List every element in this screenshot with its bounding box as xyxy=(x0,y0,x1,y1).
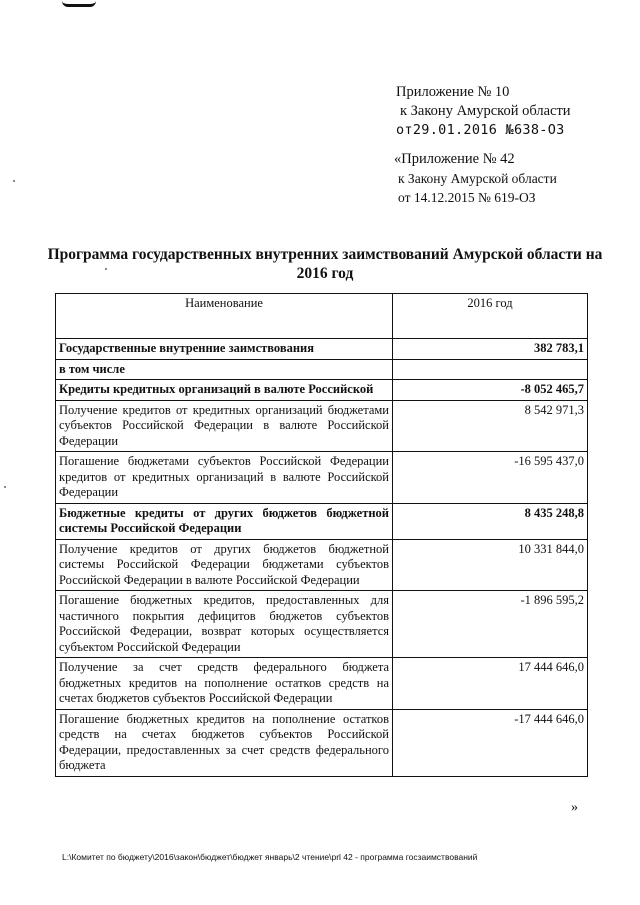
row-value: 8 542 971,3 xyxy=(393,400,588,452)
document-title: Программа государственных внутренних заимствований Амурской области на 2016 год xyxy=(47,246,603,282)
table-row xyxy=(56,339,588,360)
row-value: -16 595 437,0 xyxy=(393,452,588,504)
row-name: Получение за счет средств федерального бюджета бюджетных кредитов на пополнение остатков средств на счетах бюджетов субъектов Российской Федерации xyxy=(56,658,393,710)
row-name: Государственные внутренние заимствования xyxy=(56,339,393,360)
row-name: Получение кредитов от других бюджетов бюджетной системы Российской Федерации бюджетами субъектов Российской Федерации в валюте Российской Федерации xyxy=(56,539,393,591)
table-header-row xyxy=(56,294,588,339)
row-name: Погашение бюджетами субъектов Российской Федерации кредитов от кредитных организаций в валюте Российской Федерации xyxy=(56,452,393,504)
header-name: Наименование xyxy=(56,294,393,339)
quoted-appendix-law-ref: к Закону Амурской области xyxy=(398,171,557,186)
row-value: -1 896 595,2 xyxy=(393,591,588,658)
quoted-appendix-date-number: от 14.12.2015 № 619-ОЗ xyxy=(398,190,536,205)
row-name: в том числе xyxy=(56,359,393,380)
row-value: 17 444 646,0 xyxy=(393,658,588,710)
appendix-header xyxy=(396,83,571,140)
appendix-number: Приложение № 10 xyxy=(396,84,510,100)
table-row xyxy=(56,380,588,401)
row-name: Погашение бюджетных кредитов на пополнение остатков средств на счетах бюджетов субъектов Российской Федерации, предоставленных за счет средств федерального бюджета xyxy=(56,709,393,776)
row-name: Погашение бюджетных кредитов, предоставленных для частичного покрытия дефицитов бюджетов субъектов Российской Федерации, возврат которых осуществляется субъектом Российской Федерации xyxy=(56,591,393,658)
row-value: 8 435 248,8 xyxy=(393,503,588,539)
file-path-footer: L:\Комитет по бюджету\2016\закон\бюджет\бюджет январь\2 чтение\prl 42 - программа госзаимствований xyxy=(62,852,478,862)
row-name: Получение кредитов от кредитных организаций бюджетами субъектов Российской Федерации в валюте Российской Федерации xyxy=(56,400,393,452)
row-name: Кредиты кредитных организаций в валюте Российской xyxy=(56,380,393,401)
row-value: 382 783,1 xyxy=(393,339,588,360)
table-row xyxy=(56,452,588,504)
scan-speck xyxy=(4,486,6,488)
row-name: Бюджетные кредиты от других бюджетов бюджетной системы Российской Федерации xyxy=(56,503,393,539)
header-year: 2016 год xyxy=(393,294,588,339)
row-value: -17 444 646,0 xyxy=(393,709,588,776)
row-value: 10 331 844,0 xyxy=(393,539,588,591)
appendix-date-number: от29.01.2016 №638-ОЗ xyxy=(396,122,565,138)
table-row xyxy=(56,658,588,710)
table-row xyxy=(56,400,588,452)
appendix-quoted-header xyxy=(394,150,557,207)
table-row xyxy=(56,359,588,380)
quoted-appendix-number: «Приложение № 42 xyxy=(394,151,515,167)
row-value: -8 052 465,7 xyxy=(393,380,588,401)
row-value xyxy=(393,359,588,380)
table-row xyxy=(56,539,588,591)
table-row xyxy=(56,503,588,539)
appendix-law-ref: к Закону Амурской области xyxy=(400,103,571,119)
table-row xyxy=(56,591,588,658)
closing-quote: » xyxy=(571,800,578,815)
borrowing-program-table xyxy=(55,293,588,777)
punch-mark xyxy=(62,0,96,7)
scan-speck xyxy=(13,180,15,182)
table-row xyxy=(56,709,588,776)
